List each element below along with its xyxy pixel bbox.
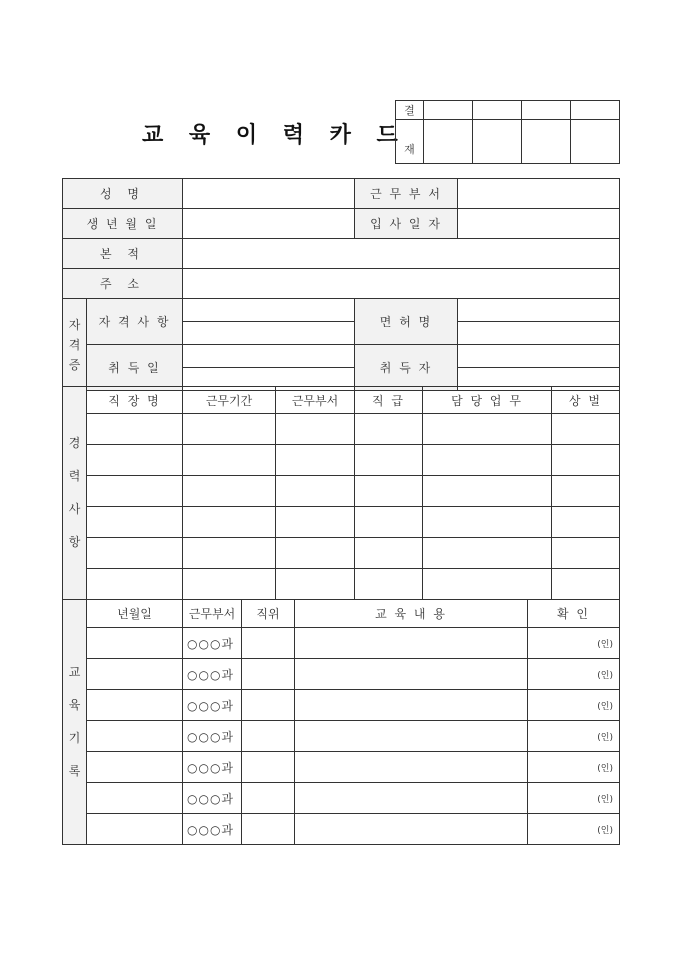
dept-label: 근 무 부 서 [355,179,458,209]
approval-box [395,100,620,164]
training-row [63,690,620,721]
origin-label: 본 적 [63,239,183,269]
acquirer-label: 취 득 자 [355,345,458,391]
seal-mark[interactable]: (인) [528,659,620,690]
seal-mark[interactable]: (인) [528,814,620,845]
approval-signer-3-sign[interactable] [522,120,571,164]
training-row [63,814,620,845]
approval-label-top: 결 [396,101,424,120]
training-header-date: 년월일 [87,600,183,628]
training-row [63,783,620,814]
training-dept-cell[interactable]: ○○○과 [183,690,242,721]
training-row [63,721,620,752]
training-section-char-4: 록 [68,764,81,778]
cert-section-label [63,299,87,391]
career-header-duties: 담 당 업 무 [423,387,552,414]
approval-signer-2-title[interactable] [473,101,522,120]
cert-section-char-3: 증 [68,357,81,372]
cert-item-field[interactable] [183,299,355,345]
origin-field[interactable] [183,239,620,269]
name-field[interactable] [183,179,355,209]
training-dept-cell[interactable]: ○○○과 [183,628,242,659]
cert-section-char-2: 격 [68,337,81,352]
career-header-workplace: 직 장 명 [87,387,183,414]
career-header-period: 근무기간 [183,387,276,414]
dept-field[interactable] [458,179,620,209]
training-dept-cell[interactable]: ○○○과 [183,752,242,783]
career-header-rank: 직 급 [355,387,423,414]
approval-signer-3-title[interactable] [522,101,571,120]
page-title: 교 육 이 력 카 드 [142,123,407,148]
training-row [63,628,620,659]
training-section-char-2: 육 [68,698,81,712]
approval-signer-2-sign[interactable] [473,120,522,164]
cert-section-char-1: 자 [68,317,81,332]
address-field[interactable] [183,269,620,299]
career-section-char-4: 항 [68,535,81,549]
career-row [63,414,620,445]
training-header-content: 교 육 내 용 [295,600,528,628]
seal-mark[interactable]: (인) [528,721,620,752]
approval-label-bottom: 재 [396,120,424,164]
career-row [63,445,620,476]
training-section-label [63,600,87,845]
career-header-rewards: 상 벌 [552,387,620,414]
acquirer-field[interactable] [458,345,620,391]
career-section-char-1: 경 [68,436,81,450]
license-field[interactable] [458,299,620,345]
approval-signer-4-sign[interactable] [571,120,620,164]
cert-item-label: 자 격 사 항 [87,299,183,345]
training-row [63,752,620,783]
license-label: 면 허 명 [355,299,458,345]
career-section-char-2: 력 [68,469,81,483]
career-header-dept: 근무부서 [276,387,355,414]
training-section-char-3: 기 [68,731,81,745]
seal-mark[interactable]: (인) [528,690,620,721]
approval-signer-1-sign[interactable] [424,120,473,164]
address-label: 주 소 [63,269,183,299]
career-row [63,538,620,569]
seal-mark[interactable]: (인) [528,783,620,814]
hire-date-label: 입 사 일 자 [355,209,458,239]
career-section-char-3: 사 [68,502,81,516]
birth-label: 생 년 월 일 [63,209,183,239]
career-row [63,476,620,507]
training-header-confirm: 확 인 [528,600,620,628]
personal-info-table [62,178,620,391]
career-table [62,386,620,600]
hire-date-field[interactable] [458,209,620,239]
birth-field[interactable] [183,209,355,239]
career-section-label [63,387,87,600]
career-row [63,507,620,538]
seal-mark[interactable]: (인) [528,628,620,659]
approval-signer-4-title[interactable] [571,101,620,120]
acq-date-label: 취 득 일 [87,345,183,391]
training-section-char-1: 교 [68,665,81,679]
seal-mark[interactable]: (인) [528,752,620,783]
training-dept-cell[interactable]: ○○○과 [183,783,242,814]
training-dept-cell[interactable]: ○○○과 [183,721,242,752]
training-table [62,599,620,845]
training-dept-cell[interactable]: ○○○과 [183,814,242,845]
name-label: 성 명 [63,179,183,209]
career-row [63,569,620,600]
approval-signer-1-title[interactable] [424,101,473,120]
acq-date-field[interactable] [183,345,355,391]
training-dept-cell[interactable]: ○○○과 [183,659,242,690]
training-row [63,659,620,690]
training-header-dept: 근무부서 [183,600,242,628]
training-header-position: 직위 [242,600,295,628]
